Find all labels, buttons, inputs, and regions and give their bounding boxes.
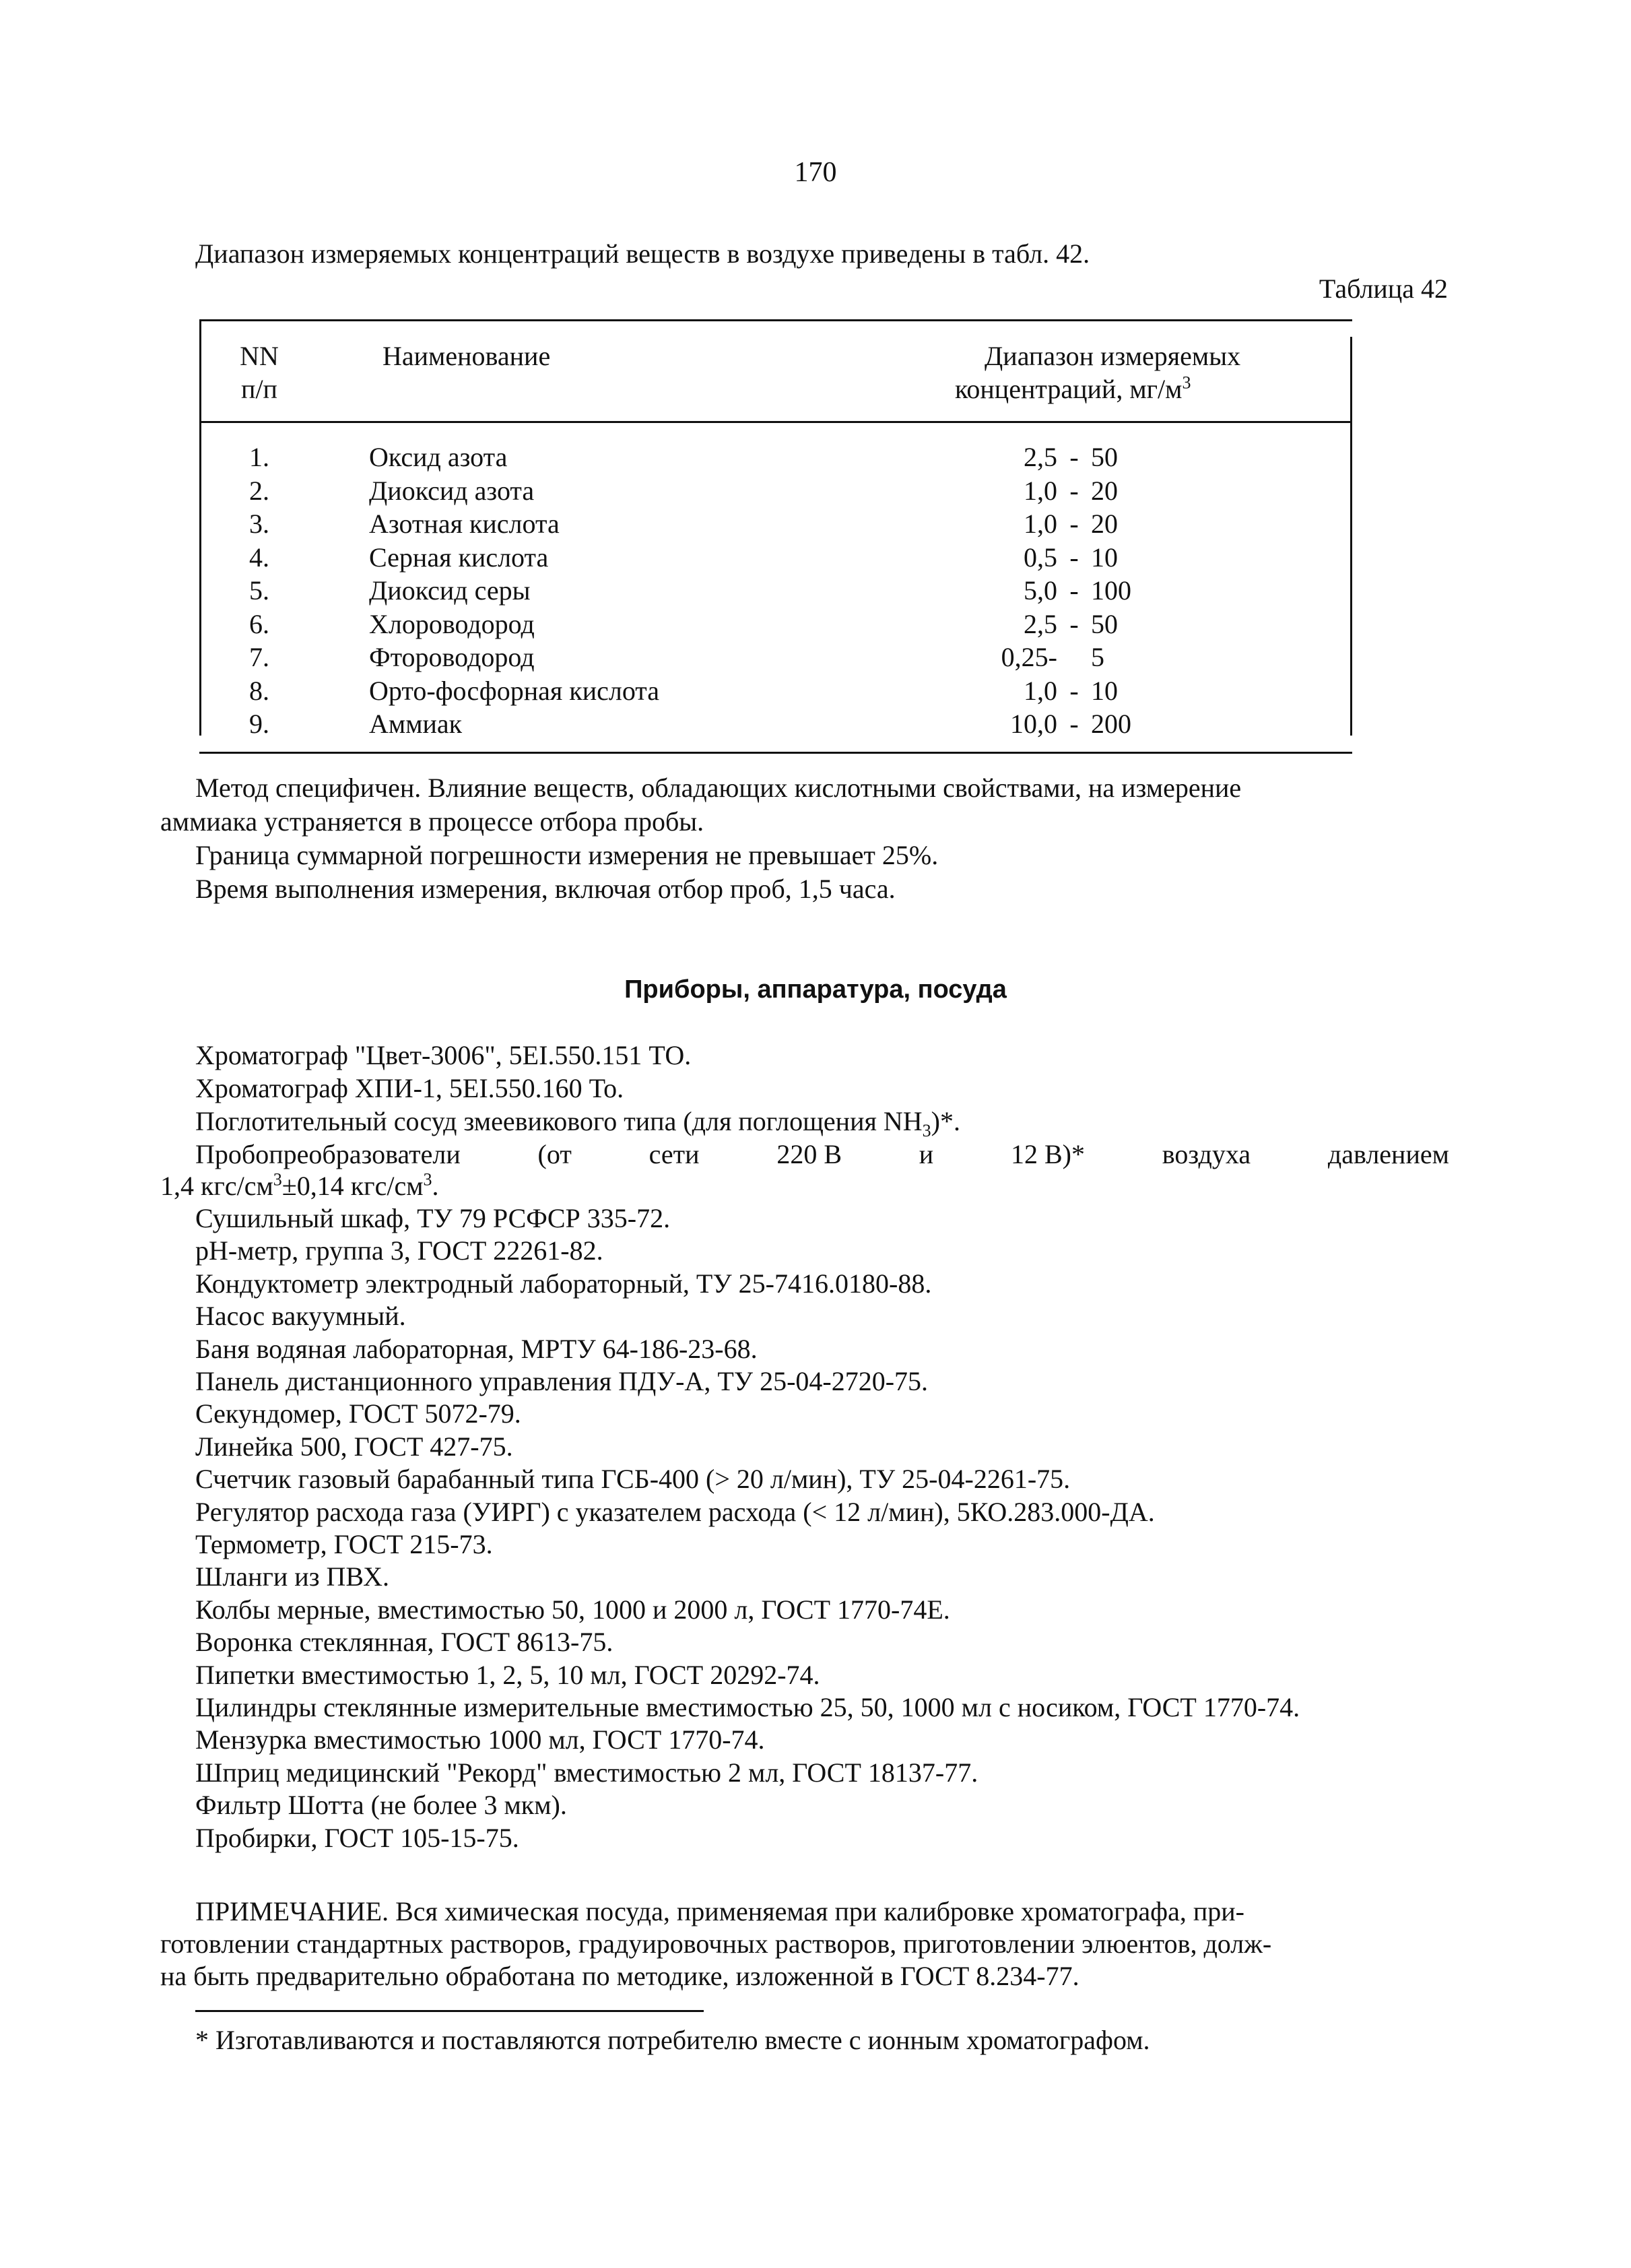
- range-max: 50: [1091, 442, 1118, 472]
- table-bottom-rule: [199, 752, 1352, 754]
- equipment-word: 220 В: [776, 1139, 842, 1169]
- table-cell-num: 7.: [249, 642, 269, 672]
- table-cell-range: [943, 441, 1219, 474]
- equipment-item: Сушильный шкаф, ТУ 79 РСФСР 335-72.: [195, 1203, 671, 1233]
- range-max: 10: [1091, 676, 1118, 706]
- header-num-line2: п/п: [241, 374, 277, 404]
- equipment-item: Шланги из ПВХ.: [195, 1561, 389, 1592]
- equipment-item: Мензурка вместимостью 1000 мл, ГОСТ 1770-74.: [195, 1724, 765, 1755]
- equipment-item: Баня водяная лабораторная, МРТУ 64-186-23-68.: [195, 1334, 758, 1364]
- header-num-line1: NN: [240, 341, 279, 371]
- range-max: 50: [1091, 609, 1118, 639]
- time-text: Время выполнения измерения, включая отбор проб, 1,5 часа.: [195, 874, 896, 904]
- table-cell-name: Диоксид азота: [369, 476, 535, 506]
- equipment-item: Счетчик газовый барабанный типа ГСБ-400 (> 20 л/мин), ТУ 25-04-2261-75.: [195, 1464, 1071, 1494]
- table-cell-range: [943, 575, 1219, 607]
- range-dash: -: [1069, 709, 1079, 739]
- equipment-item: Шприц медицинский "Рекорд" вместимостью 2 мл, ГОСТ 18137-77.: [195, 1757, 978, 1788]
- equipment-word: воздуха: [1162, 1139, 1251, 1169]
- table-cell-range: [943, 708, 1219, 740]
- table-cell-name: Оксид азота: [369, 442, 508, 472]
- equipment-item: Поглотительный сосуд змеевикового типа (для поглощения $NH_3)*$.: [195, 1106, 960, 1140]
- range-min: 2,5: [1024, 609, 1057, 639]
- equipment-item: Регулятор расхода газа (УИРГ) с указателем расхода (< 12 л/мин), 5КО.283.000-ДА.: [195, 1497, 1155, 1527]
- table-cell-num: 2.: [249, 476, 269, 506]
- range-min: 0,25-: [1001, 642, 1057, 672]
- table-cell-range: [943, 641, 1219, 674]
- range-max: 20: [1091, 476, 1118, 506]
- equipment-word: (от: [537, 1139, 572, 1169]
- range-min: 1,0: [1024, 509, 1057, 539]
- equipment-item: Секундомер, ГОСТ 5072-79.: [195, 1398, 521, 1429]
- header-range-line1: Диапазон измеряемых: [985, 341, 1241, 371]
- range-dash: -: [1069, 509, 1079, 539]
- equipment-word: 12 В)*: [1011, 1139, 1085, 1169]
- range-min: 10,0: [1010, 709, 1057, 739]
- range-max: 10: [1091, 542, 1118, 573]
- table-cell-num: 3.: [249, 509, 269, 539]
- table-cell-range: [943, 542, 1219, 574]
- table-cell-name: Фтороводород: [369, 642, 535, 672]
- table-cell-range: [943, 475, 1219, 507]
- equipment-item: Пробирки, ГОСТ 105-15-75.: [195, 1823, 519, 1853]
- method-line2: аммиака устраняется в процессе отбора пробы.: [160, 806, 704, 837]
- equipment-word: сети: [648, 1139, 700, 1169]
- equipment-item: Панель дистанционного управления ПДУ-А, ТУ 25-04-2720-75.: [195, 1366, 929, 1396]
- table-cell-name: Аммиак: [369, 709, 463, 739]
- header-name: Наименование: [382, 341, 551, 371]
- table-cell-num: 9.: [249, 709, 269, 739]
- header-range-line2: концентраций, $мг/м^3$: [955, 372, 1191, 404]
- method-line1: Метод специфичен. Влияние веществ, обладающих кислотными свойствами, на измерение: [195, 773, 1242, 803]
- equipment-item: Насос вакуумный.: [195, 1301, 406, 1331]
- table-cell-name: Орто-фосфорная кислота: [369, 676, 660, 706]
- equipment-item: Термометр, ГОСТ 215-73.: [195, 1529, 493, 1559]
- equipment-item: Хроматограф ХПИ-1, 5ЕI.550.160 То.: [195, 1073, 624, 1103]
- table-cell-num: 4.: [249, 542, 269, 573]
- range-max: 20: [1091, 509, 1118, 539]
- equipment-item-justified: [195, 1138, 1449, 1171]
- range-dash: -: [1069, 676, 1079, 706]
- equipment-item: Кондуктометр электродный лабораторный, ТУ 25-7416.0180-88.: [195, 1268, 932, 1299]
- range-min: 1,0: [1024, 676, 1057, 706]
- range-dash: -: [1069, 476, 1079, 506]
- equipment-word: и: [919, 1139, 934, 1169]
- equipment-item: рН-метр, группа 3, ГОСТ 22261-82.: [195, 1235, 603, 1266]
- footnote: * Изготавливаются и поставляются потребителю вместе с ионным хроматографом.: [195, 2025, 1150, 2055]
- table-cell-num: 8.: [249, 676, 269, 706]
- equipment-item-continued: 1,4 кгс/$см^3\pm 0,14$ кгс/$см^3$.: [160, 1169, 439, 1201]
- equipment-item: Колбы мерные, вместимостью 50, 1000 и 2000 л, ГОСТ 1770-74Е.: [195, 1594, 950, 1625]
- range-min: 2,5: [1024, 442, 1057, 472]
- table-cell-num: 5.: [249, 575, 269, 606]
- table-cell-num: 6.: [249, 609, 269, 639]
- table-cell-name: Азотная кислота: [369, 509, 560, 539]
- intro-text: Диапазон измеряемых концентраций веществ в воздухе приведены в табл. 42.: [195, 238, 1090, 269]
- section-heading: Приборы, аппаратура, посуда: [624, 975, 1007, 1004]
- range-dash: -: [1069, 609, 1079, 639]
- table-caption: Таблица 42: [1319, 273, 1448, 304]
- footnote-separator: [195, 2010, 704, 2012]
- table-cell-num: 1.: [249, 442, 269, 472]
- range-min: 1,0: [1024, 476, 1057, 506]
- equipment-item: Фильтр Шотта (не более 3 мкм).: [195, 1790, 567, 1820]
- range-max: 200: [1091, 709, 1131, 739]
- table-left-border: [199, 321, 201, 736]
- range-min: 5,0: [1024, 575, 1057, 606]
- range-min: 0,5: [1024, 542, 1057, 573]
- range-max: 5: [1091, 642, 1104, 672]
- range-dash: -: [1069, 442, 1079, 472]
- table-cell-range: [943, 675, 1219, 707]
- table-cell-name: Серная кислота: [369, 542, 549, 573]
- table-right-border: [1350, 337, 1352, 736]
- table-top-rule: [199, 319, 1352, 321]
- equipment-word: Пробопреобразователи: [195, 1139, 461, 1169]
- table-cell-range: [943, 508, 1219, 540]
- table-cell-range: [943, 608, 1219, 641]
- range-max: 100: [1091, 575, 1131, 606]
- equipment-item: Пипетки вместимостью 1, 2, 5, 10 мл, ГОСТ 20292-74.: [195, 1660, 820, 1690]
- equipment-item: Цилиндры стеклянные измерительные вместимостью 25, 50, 1000 мл с носиком, ГОСТ 1770-74.: [195, 1692, 1300, 1722]
- equipment-item: Воронка стеклянная, ГОСТ 8613-75.: [195, 1627, 613, 1657]
- equipment-item: Хроматограф "Цвет-3006", 5ЕI.550.151 ТО.: [195, 1040, 692, 1070]
- error-text: Граница суммарной погрешности измерения не превышает 25%.: [195, 840, 939, 870]
- table-header-rule: [199, 421, 1352, 423]
- note-line3: на быть предварительно обработана по методике, изложенной в ГОСТ 8.234-77.: [160, 1961, 1079, 1991]
- equipment-word: давлением: [1327, 1139, 1449, 1169]
- range-dash: -: [1069, 575, 1079, 606]
- range-dash: -: [1069, 542, 1079, 573]
- note-line2: готовлении стандартных растворов, градуировочных растворов, приготовлении элюентов, долж-: [160, 1929, 1272, 1959]
- table-cell-name: Хлороводород: [369, 609, 535, 639]
- equipment-item: Линейка 500, ГОСТ 427-75.: [195, 1431, 513, 1462]
- table-cell-name: Диоксид серы: [369, 575, 531, 606]
- note-line1: ПРИМЕЧАНИЕ. Вся химическая посуда, применяемая при калибровке хроматографа, при-: [195, 1896, 1244, 1926]
- page-number: 170: [794, 157, 837, 188]
